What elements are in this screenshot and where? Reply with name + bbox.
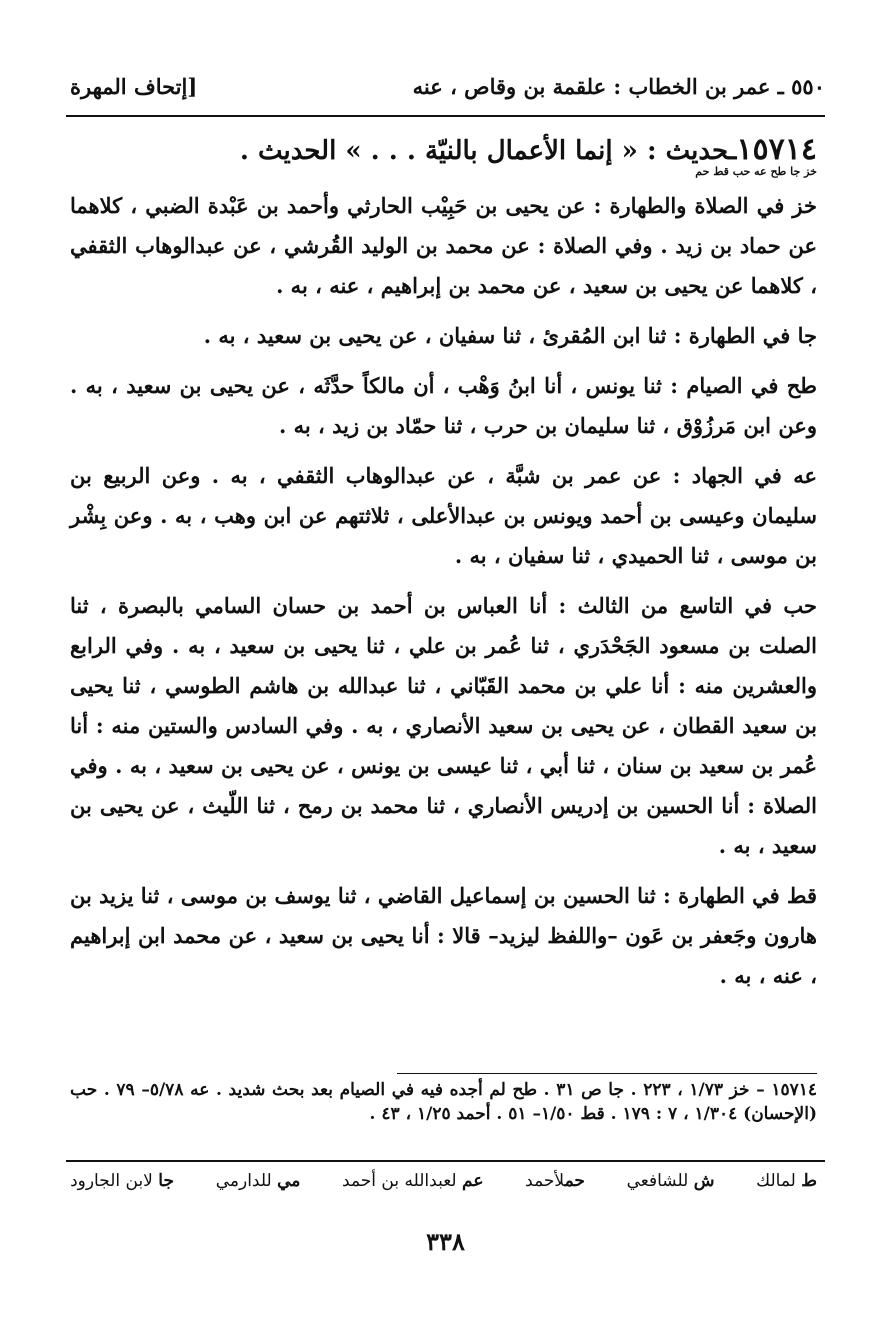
running-head	[70, 58, 825, 102]
paragraph-khuz: خز في الصلاة والطهارة : عن يحيى بن حَبِيْب الحارثي وأحمد بن عَبْدة الضبي ، كلاهما عن حماد بن زيد . وفي الصلاة : عن محمد بن الوليد القُرشي ، عن عبدالوهاب الثقفي ، كلاهما عن يحيى بن سعيد ، عن محمد بن إبراهيم ، عنه ، به .	[70, 193, 817, 298]
hadith-body	[70, 186, 817, 1006]
abbreviation-item: ش للشافعي	[626, 1171, 715, 1191]
paragraph-tah: طح في الصيام : ثنا يونس ، أنا ابنُ وَهْب ، أن مالكاً حدَّثَه ، عن يحيى بن سعيد ، به . وعن ابن مَرزُوْق ، ثنا سليمان بن حرب ، ثنا حمّاد بن زيد ، به .	[70, 373, 817, 438]
hadith-sigla: خز جا طح عه حب قط حم	[695, 165, 817, 178]
header-rule	[66, 115, 825, 117]
paragraph-ah: عه في الجهاد : عن عمر بن شبَّة ، عن عبدالوهاب الثقفي ، به . وعن الربيع بن سليمان وعيسى بن أحمد ويونس بن عبدالأعلى ، ثلاثتهم عن ابن وهب ، به . وعن بِشْر بن موسى ، ثنا الحميدي ، ثنا سفيان ، به .	[70, 463, 817, 568]
abbreviations-key	[70, 1168, 817, 1198]
paragraph-ja: جا في الطهارة : ثنا ابن المُقرئ ، ثنا سفيان ، عن يحيى بن سعيد ، به .	[203, 323, 817, 348]
abbreviation-item: جا لابن الجارود	[70, 1171, 174, 1191]
hadith-title: ـحديث : « إنما الأعمال بالنيّة . . . » الحديث .	[239, 136, 737, 166]
hadith-number: ١٥٧١٤	[736, 132, 817, 167]
footnote-text: ١٥٧١٤ – خز ١/٧٣ ، ٢٢٣ . جا ص ٣١ . طح لم أجده فيه في الصيام بعد بحث شديد . عه ٥/٧٨– ٧٩ . حب (الإحسان) ١/٣٠٤ ، ٧ : ١٧٩ . قط ١/٥٠– ٥١ . أحمد ١/٢٥ ، ٤٣ .	[70, 1080, 817, 1124]
page-number: ٣٣٨	[426, 1227, 465, 1256]
paragraph-hib: حب في التاسع من الثالث : أنا العباس بن أحمد بن حسان السامي بالبصرة ، ثنا الصلت بن مسعود الجَحْدَري ، ثنا عُمر بن علي ، ثنا يحيى بن سعيد ، به . وفي الرابع والعشرين منه : أنا علي بن محمد القَبّاني ، ثنا عبدالله بن هاشم الطوسي ، ثنا يحيى بن سعيد القطان ، عن يحيى بن سعيد الأنصاري ، به . وفي السادس والستين منه : أنا عُمر بن سعيد بن سنان ، ثنا أبي ، ثنا عيسى بن يونس ، عن يحيى بن سعيد ، به . وفي الصلاة : أنا الحسين بن إدريس الأنصاري ، ثنا محمد بن رمح ، ثنا اللّيث ، عن يحيى بن سعيد ، به .	[70, 593, 817, 858]
footnote-rule	[397, 1073, 817, 1074]
hadith-heading	[70, 133, 817, 189]
footnote	[70, 1078, 817, 1126]
abbreviation-item: ط لمالك	[756, 1171, 817, 1191]
abbreviation-item: مي للدارمي	[215, 1171, 301, 1191]
abbreviation-item: عم لعبدالله بن أحمد	[342, 1171, 484, 1191]
hadith-number-title	[70, 133, 817, 168]
paragraph-qut: قط في الطهارة : ثنا الحسين بن إسماعيل القاضي ، ثنا يوسف بن موسى ، ثنا يزيد بن هارون وجَعفر بن عَون –واللفظ ليزيد– قالا : أنا يحيى بن سعيد ، عن محمد ابن إبراهيم ، عنه ، به .	[70, 883, 817, 988]
abbreviations-rule	[66, 1160, 825, 1162]
running-head-book-title: [إتحاف المهرة	[70, 74, 198, 99]
running-head-chapter: ٥٥٠ ـ عمر بن الخطاب : علقمة بن وقاص ، عنه	[412, 74, 825, 99]
abbreviation-item: حملأحمد	[525, 1171, 585, 1191]
